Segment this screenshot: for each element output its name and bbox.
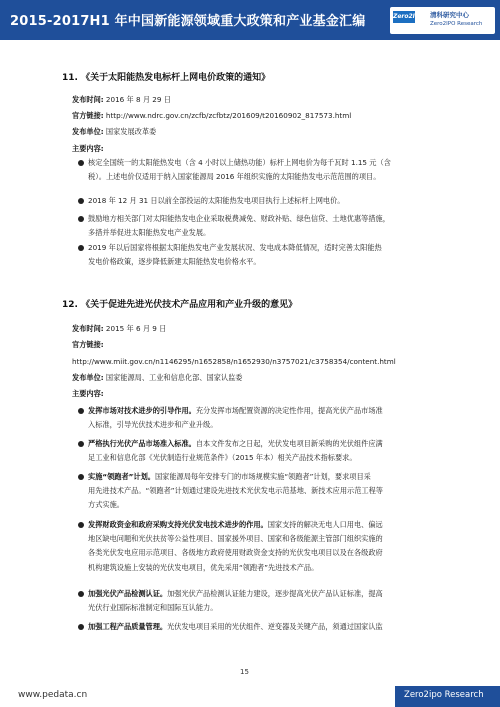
issuer-label: 发布单位:	[72, 373, 104, 382]
date-value: 2016 年 8 月 29 日	[105, 95, 171, 104]
section-11-bullet-2: 2018 年 12 月 31 日以前全部投运的太阳能热发电项目执行上述标杆上网电价。	[88, 196, 345, 205]
zero2ipo-logo	[390, 7, 495, 34]
footer-brand: Zero2ipo Research	[404, 690, 484, 700]
link-label: 官方链接:	[72, 111, 104, 120]
date-label: 发布时间:	[72, 324, 104, 333]
bullet-dot	[78, 441, 84, 447]
page-number: 15	[240, 668, 249, 676]
section-12-bullet-4: 发挥财政资金和政府采购支持光伏发电技术进步的作用。国家支持的解决无电人口用电、偏远 地区缺电问题和光伏扶贫等公益性项目、国家援外项目、国家和各级能源主管部门组织实施的 各类光伏发电应用示范项目、各级地方政府使用财政资金支持的光伏发电项目以及在各级政府 机构建筑设施上安装的光伏发电项目，优先采用“领跑者”先进技术产品。	[88, 520, 383, 572]
official-link[interactable]: http://www.ndrc.gov.cn/zcfb/zcfbtz/201609/t20160902_817573.html	[105, 111, 352, 120]
issuer-label: 发布单位:	[72, 127, 104, 136]
bullet-dot	[78, 408, 84, 414]
section-11-issuer	[72, 127, 156, 137]
bullet-dot	[78, 160, 84, 166]
section-12-bullet-1: 发挥市场对技术进步的引导作用。充分发挥市场配置资源的决定性作用，提高光伏产品市场准 入标准，引导光伏技术进步和产业升级。	[88, 406, 383, 430]
section-11-date	[72, 95, 171, 105]
date-label: 发布时间:	[72, 95, 104, 104]
bullet-dot	[78, 522, 84, 528]
section-12-bullet-6: 加强工程产品质量管理。光伏发电项目采用的光伏组件、逆变器及关键产品，须通过国家认监	[88, 622, 383, 631]
bullet-dot	[78, 591, 84, 597]
section-12-link	[72, 357, 396, 366]
section-12-link-label: 官方链接:	[72, 340, 104, 349]
bullet-dot	[78, 474, 84, 480]
date-value: 2015 年 6 月 9 日	[105, 324, 167, 333]
section-11-bullet-4: 2019 年以后国家将根据太阳能热发电产业发展状况、发电成本降低情况，适时完善太阳能热 发电价格政策，逐步降低新建太阳能热发电价格水平。	[88, 243, 382, 267]
section-12-bullet-5: 加强光伏产品检测认证。加强光伏产品检测认证能力建设，逐步提高光伏产品认证标准，提高 光伏行业国际标准制定和国际互认能力。	[88, 589, 383, 613]
section-12-date	[72, 324, 166, 334]
bullet-dot	[78, 624, 84, 630]
logo-badge: Zero2IPO	[393, 11, 415, 23]
issuer-value: 国家能源局、工业和信息化部、国家认监委	[105, 373, 243, 382]
bullet-dot	[78, 198, 84, 204]
page-header	[0, 0, 500, 40]
section-11-bullet-3: 鼓励地方相关部门对太阳能热发电企业采取税费减免、财政补贴、绿色信贷、土地优惠等措施， 多措并举促进太阳能热发电产业发展。	[88, 214, 390, 238]
section-12-title: 12. 《关于促进先进光伏技术产品应用和产业升级的意见》	[62, 300, 298, 310]
section-11-link	[72, 111, 351, 121]
section-12-content-label: 主要内容:	[72, 389, 104, 398]
section-12-bullet-2: 严格执行光伏产品市场准入标准。自本文件发布之日起，光伏发电项目新采购的光伏组件应满 足工业和信息化部《光伏制造行业规范条件》（2015 年本）相关产品技术指标要求。	[88, 439, 383, 463]
logo-english-name: Zero2IPO Research	[430, 21, 483, 27]
bullet-dot	[78, 245, 84, 251]
logo-chinese-name: 清科研究中心	[430, 11, 469, 19]
section-11-bullet-1: 核定全国统一的太阳能热发电（含 4 小时以上储热功能）标杆上网电价为每千瓦时 1.15 元（含 税）。上述电价仅适用于纳入国家能源局 2016 年组织实施的太阳能热发电示范范围的项目。	[88, 158, 391, 182]
section-12-bullet-3: 实施“领跑者”计划。国家能源局每年安排专门的市场规模实施“领跑者”计划，要求项目采 用先进技术产品。“领跑者”计划通过建设先进技术光伏发电示范基地、新技术应用示范工程等 方式实施。	[88, 472, 383, 510]
bullet-dot	[78, 216, 84, 222]
official-link[interactable]: http://www.miit.gov.cn/n1146295/n1652858/n1652930/n3757021/c3758354/content.html	[72, 357, 396, 366]
section-12-issuer	[72, 373, 243, 383]
section-11-content-label: 主要内容:	[72, 144, 104, 153]
header-title: 2015-2017H1 年中国新能源领域重大政策和产业基金汇编	[10, 14, 366, 29]
section-11-title: 11. 《关于太阳能热发电标杆上网电价政策的通知》	[62, 73, 271, 83]
footer-url-link[interactable]: www.pedata.cn	[18, 690, 88, 700]
issuer-value: 国家发展改革委	[105, 127, 157, 136]
